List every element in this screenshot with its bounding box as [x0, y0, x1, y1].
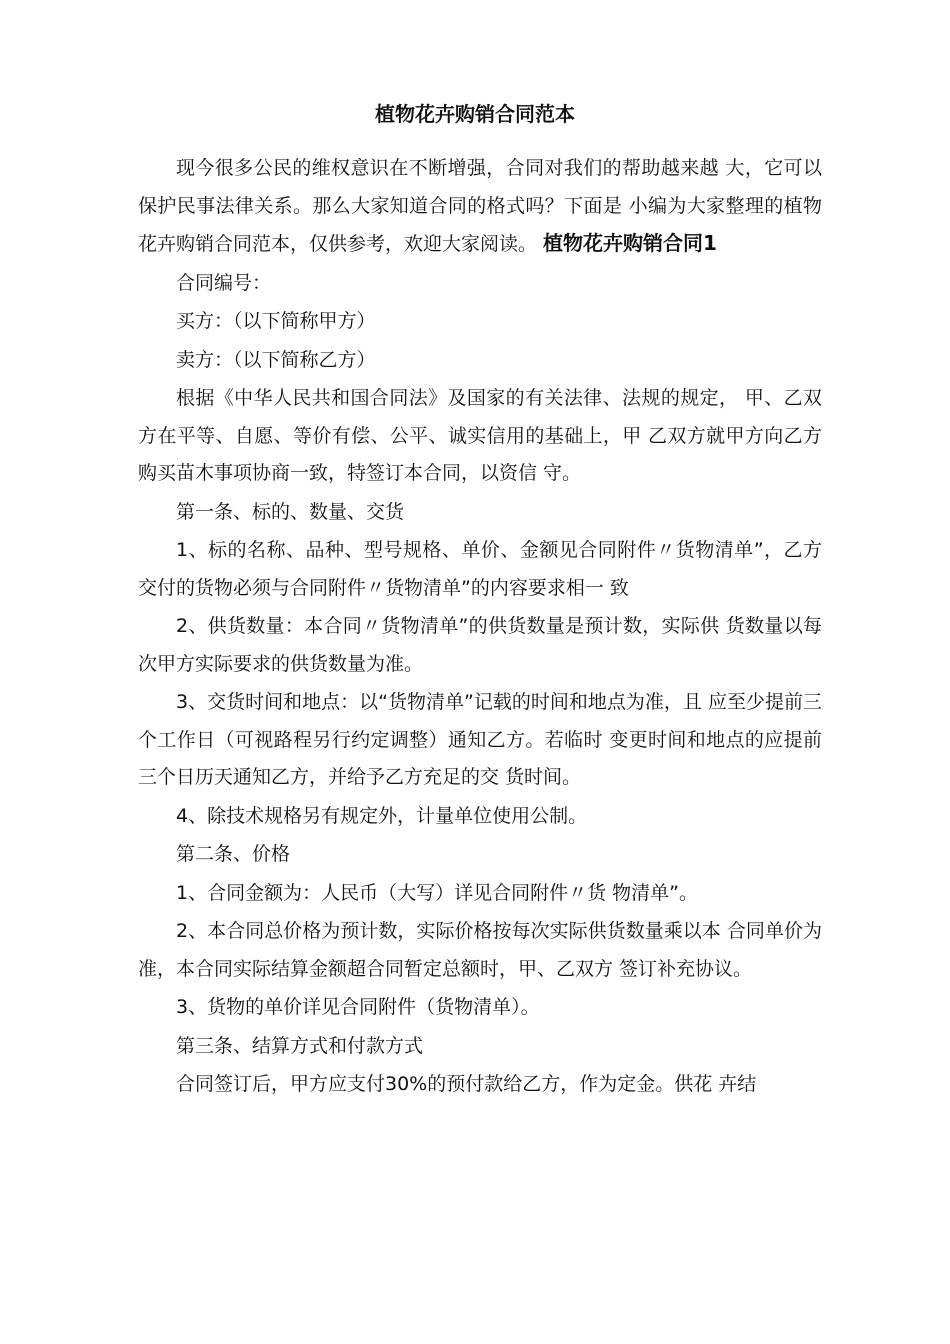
article-1-item-2: 2、供货数量：本合同〃货物清单”的供货数量是预计数，实际供 货数量以每次甲方实际要求的供货数量为准。: [138, 615, 822, 675]
paragraph-basis: 根据《中华人民共和国合同法》及国家的有关法律、法规的规定， 甲、乙双方在平等、自愿、等价有偿、公平、诚实信用的基础上，甲 乙双方就甲方向乙方购买苗木事项协商一致，特签订本合同，以资信 守。: [138, 387, 822, 484]
article-1-item-1: 1、标的名称、品种、型号规格、单价、金额见合同附件〃货物清单”，乙方交付的货物必须与合同附件〃货物清单”的内容要求相一 致: [138, 539, 822, 599]
document-body: [138, 150, 822, 1104]
article-2-item-3: 3、货物的单价详见合同附件（货物清单）。: [176, 996, 540, 1018]
article-3-paragraph: 合同签订后，甲方应支付30%的预付款给乙方，作为定金。供花 卉结: [176, 1073, 757, 1095]
article-2-item-1: 1、合同金额为：人民币（大写）详见合同附件〃货 物清单”。: [176, 881, 698, 904]
article-3-heading: 第三条、结算方式和付款方式: [176, 1034, 424, 1057]
article-1-item-3: 3、交货时间和地点：以“货物清单”记载的时间和地点为准，且 应至少提前三个工作日（可视路程另行约定调整）通知乙方。若临时 变更时间和地点的应提前三个日历天通知乙方，并给予乙方充足的交 货时间。: [138, 691, 822, 788]
section-heading: 植物花卉购销合同1: [543, 231, 717, 255]
article-1-item-4: 4、除技术规格另有规定外，计量单位使用公制。: [176, 804, 588, 827]
article-2-heading: 第二条、价格: [176, 843, 291, 865]
paragraph-contract-number: 合同编号：: [176, 271, 272, 294]
paragraph-buyer: 买方：（以下简称甲方）: [176, 310, 376, 332]
intro-text: 现今很多公民的维权意识在不断增强，合同对我们的帮助越来越 大，它可以保护民事法律关系。那么大家知道合同的格式吗？下面是 小编为大家整理的植物花卉购销合同范本，仅供参考，欢迎大家阅读。: [138, 157, 822, 255]
intro-paragraph: [138, 150, 822, 264]
document-title: 植物花卉购销合同范本: [375, 102, 575, 126]
paragraph-seller: 卖方：（以下简称乙方）: [176, 348, 376, 371]
article-2-item-2: 2、本合同总价格为预计数，实际价格按每次实际供货数量乘以本 合同单价为准，本合同实际结算金额超合同暂定总额时，甲、乙双方 签订补充协议。: [138, 920, 822, 980]
article-1-heading: 第一条、标的、数量、交货: [176, 500, 405, 523]
